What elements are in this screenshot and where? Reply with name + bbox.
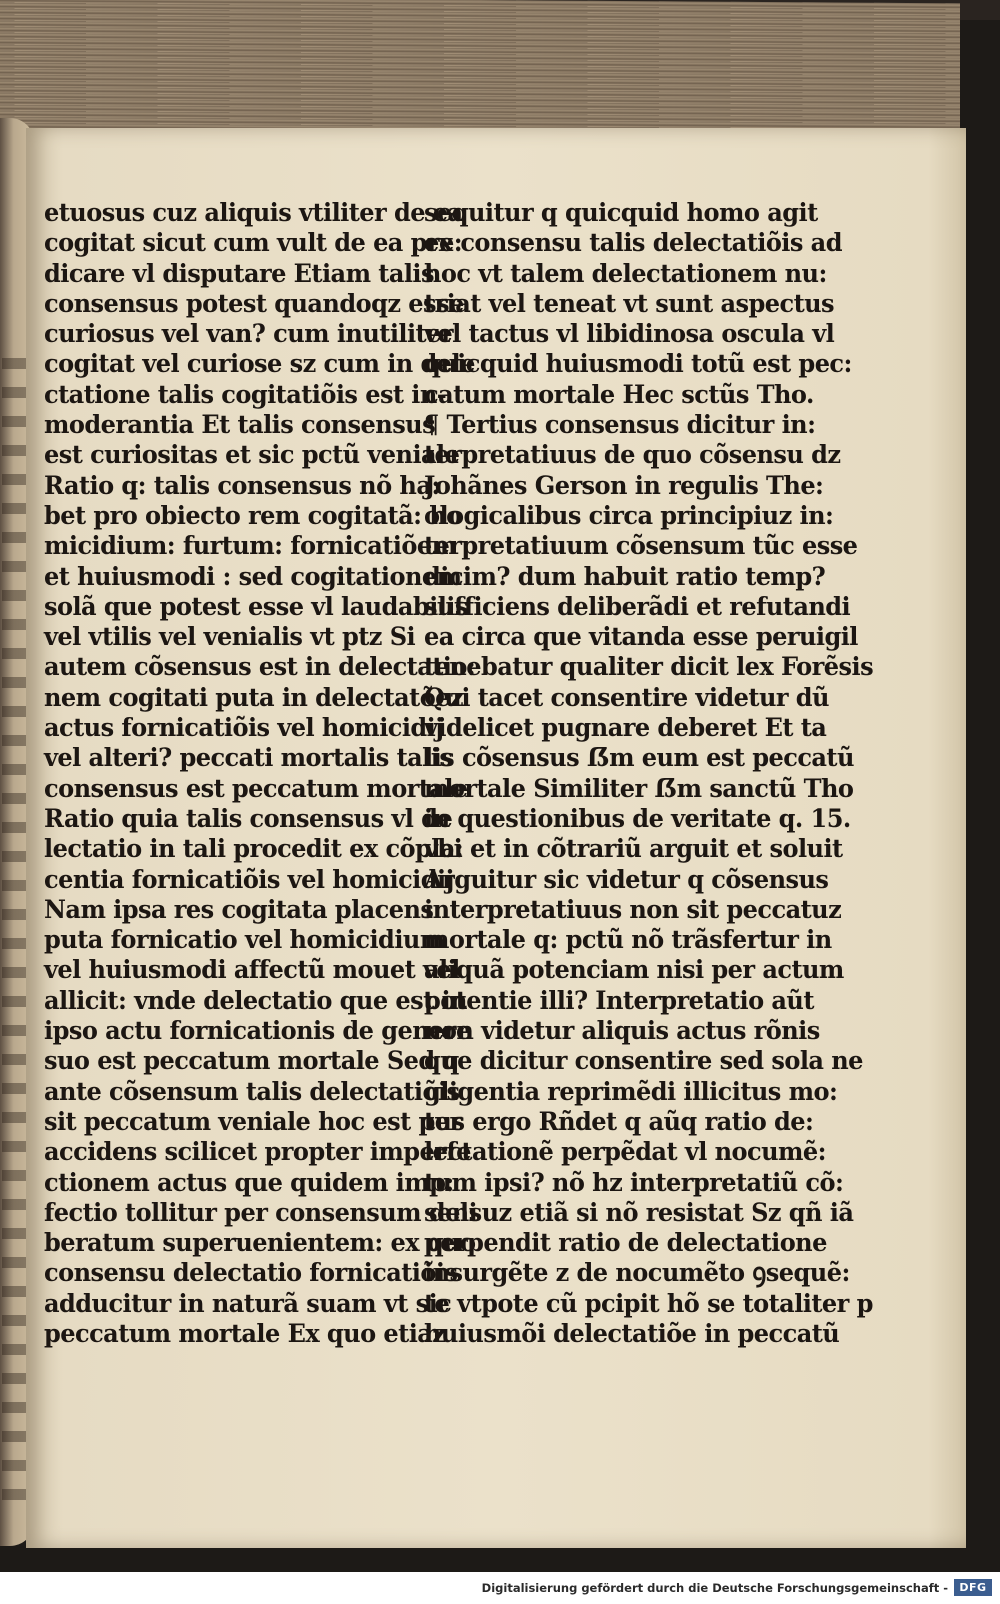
right-column-line: Qui tacet consentire videtur dũ — [424, 682, 829, 713]
right-column-line: lectationẽ perpẽdat vl nocumẽ: — [424, 1137, 826, 1168]
right-column-line: quicquid huiusmodi totũ est pec: — [424, 349, 852, 380]
left-column-line: consensu delectatio fornicatiõis — [44, 1258, 458, 1289]
right-text-column — [424, 198, 874, 1349]
left-column-line: cogitat sicut cum vult de ea pre: — [44, 228, 463, 259]
right-column-line: sequitur q quicquid homo agit — [424, 198, 818, 228]
right-column-line: gligentia reprimẽdi illicitus mo: — [424, 1076, 838, 1107]
left-column-line: vel alteri? peccati mortalis talis — [44, 743, 453, 774]
facing-page-text-fragments — [2, 358, 28, 1518]
right-column-line: vel tactus vl libidinosa oscula vl — [424, 319, 835, 350]
book-page — [26, 128, 966, 1548]
left-column-line: et huiusmodi : sed cogitationem — [44, 561, 462, 592]
left-column-line: adducitur in naturã suam vt sic — [44, 1288, 452, 1319]
right-column-line: huiusmõi delectatiõe in peccatũ — [424, 1318, 840, 1349]
right-column-line: sufficiens deliberãdi et refutandi — [424, 591, 851, 622]
left-column-line: solã que potest esse vl laudabilis — [44, 591, 468, 622]
left-column-line: peccatum mortale Ex quo etiaz — [44, 1318, 446, 1349]
right-column-line: triat vel teneat vt sunt aspectus — [424, 288, 835, 319]
right-column-line: hoc vt talem delectationem nu: — [424, 258, 827, 289]
left-column-line: suo est peccatum mortale Sed q — [44, 1046, 459, 1077]
left-column-line: fectio tollitur per consensum deli — [44, 1197, 478, 1228]
left-column-line: consensus est peccatum mortale — [44, 773, 468, 804]
left-column-line: moderantia Et talis consensus — [44, 410, 436, 441]
left-column-line: ante cõsensum talis delectatiõis — [44, 1076, 460, 1107]
right-column-line: terpretatiuum cõsensum tũc esse — [424, 531, 858, 562]
right-column-line: te vtpote cũ pcipit hõ se totaliter p — [424, 1288, 873, 1319]
book-fore-edge — [0, 0, 960, 137]
right-column-line: terpretatiuus de quo cõsensu dz — [424, 440, 841, 471]
left-column-line: vel huiusmodi affectũ mouet vel — [44, 955, 460, 986]
right-column-line: dicim? dum habuit ratio temp? — [424, 561, 826, 592]
right-column-line: perpendit ratio de delectatione — [424, 1228, 827, 1259]
right-column-line: catum mortale Hec sctũs Tho. — [424, 379, 814, 410]
left-column-line: nem cogitati puta in delectatõez — [44, 682, 464, 713]
right-column-line: ea circa que vitanda esse peruigil — [424, 622, 858, 653]
right-column-line: Arguitur sic videtur q cõsensus — [424, 864, 829, 895]
right-column-line: in questionibus de veritate q. 15. — [424, 803, 851, 834]
left-column-line: actus fornicatiõis vel homicidij — [44, 713, 444, 744]
right-column-line: insurgẽte z de nocumẽto ꝯsequẽ: — [424, 1258, 850, 1289]
right-column-line: aliquã potenciam nisi per actum — [424, 955, 844, 986]
right-column-line: ologicalibus circa principiuz in: — [424, 500, 834, 531]
right-column-line: sensuz etiã si nõ resistat Sz qñ iã — [424, 1197, 854, 1228]
left-column-line: allicit: vnde delectatio que est in — [44, 985, 467, 1016]
dfg-logo: DFG — [954, 1579, 992, 1596]
right-column-line: mortale q: pctũ nõ trãsfertur in — [424, 925, 832, 956]
right-column-line: lis cõsensus ẞm eum est peccatũ — [424, 743, 854, 774]
right-column-line: tum ipsi? nõ hz interpretatiũ cõ: — [424, 1167, 844, 1198]
left-column-line: est curiositas et sic pctũ veniale — [44, 440, 460, 471]
right-column-line: potentie illi? Interpretatio aũt — [424, 985, 814, 1016]
right-column-line: tus ergo Rñdet q aũq ratio de: — [424, 1106, 814, 1137]
left-column-line: Ratio quia talis consensus vl de — [44, 803, 453, 834]
left-column-line: beratum superuenientem: ex quo — [44, 1228, 476, 1259]
left-column-line: consensus potest quandoqz esse — [44, 288, 464, 319]
left-column-line: puta fornicatio vel homicidium — [44, 925, 445, 956]
left-column-line: ipso actu fornicationis de genere — [44, 1016, 471, 1047]
left-column-line: bet pro obiecto rem cogitatã: ho — [44, 500, 462, 531]
left-text-column — [44, 198, 478, 1349]
right-column-line: tenebatur qualiter dicit lex Forẽsis — [424, 652, 874, 683]
right-column-line: videlicet pugnare deberet Et ta — [424, 713, 827, 744]
left-column-line: micidium: furtum: fornicatiõem — [44, 531, 457, 562]
digitization-footer — [0, 1572, 1000, 1604]
left-column-line: curiosus vel van? cum inutiliter — [44, 319, 453, 350]
right-column-line: Johãnes Gerson in regulis The: — [424, 470, 824, 501]
right-column-line: non videtur aliquis actus rõnis — [424, 1016, 820, 1047]
footer-credit: Digitalisierung gefördert durch die Deutsche Forschungsgemeinschaft - — [481, 1581, 948, 1595]
left-column-line: vel vtilis vel venialis vt ptz Si — [44, 622, 416, 653]
left-column-line: dicare vl disputare Etiam talis — [44, 258, 434, 289]
left-column-line: centia fornicatiõis vel homicidij — [44, 864, 454, 895]
left-column-line: ctatione talis cogitatiõis est in- — [44, 379, 447, 410]
left-column-line: ctionem actus que quidem imp: — [44, 1167, 454, 1198]
right-column-line: mortale Similiter ẞm sanctũ Tho — [424, 773, 854, 804]
left-column-line: cogitat vel curiose sz cum in dele — [44, 349, 475, 380]
left-column-line: Nam ipsa res cogitata placens — [44, 894, 434, 925]
left-column-line: lectatio in tali procedit ex cõpla: — [44, 834, 464, 865]
left-column-line: accidens scilicet propter imperfe — [44, 1137, 471, 1168]
left-column-line: autem cõsensus est in delectatio: — [44, 652, 476, 683]
right-column-line: que dicitur consentire sed sola ne — [424, 1046, 863, 1077]
right-column-line: vbi et in cõtrariũ arguit et soluit — [424, 834, 843, 865]
left-column-line: sit peccatum veniale hoc est per — [44, 1106, 462, 1137]
left-column-line: etuosus cuz aliquis vtiliter de ea — [44, 198, 463, 228]
right-column-line: ex consensu talis delectatiõis ad — [424, 228, 842, 259]
left-column-line: Ratio q: talis consensus nõ ha: — [44, 470, 440, 501]
right-column-line: interpretatiuus non sit peccatuz — [424, 894, 842, 925]
right-column-line: ¶ Tertius consensus dicitur in: — [424, 410, 816, 441]
